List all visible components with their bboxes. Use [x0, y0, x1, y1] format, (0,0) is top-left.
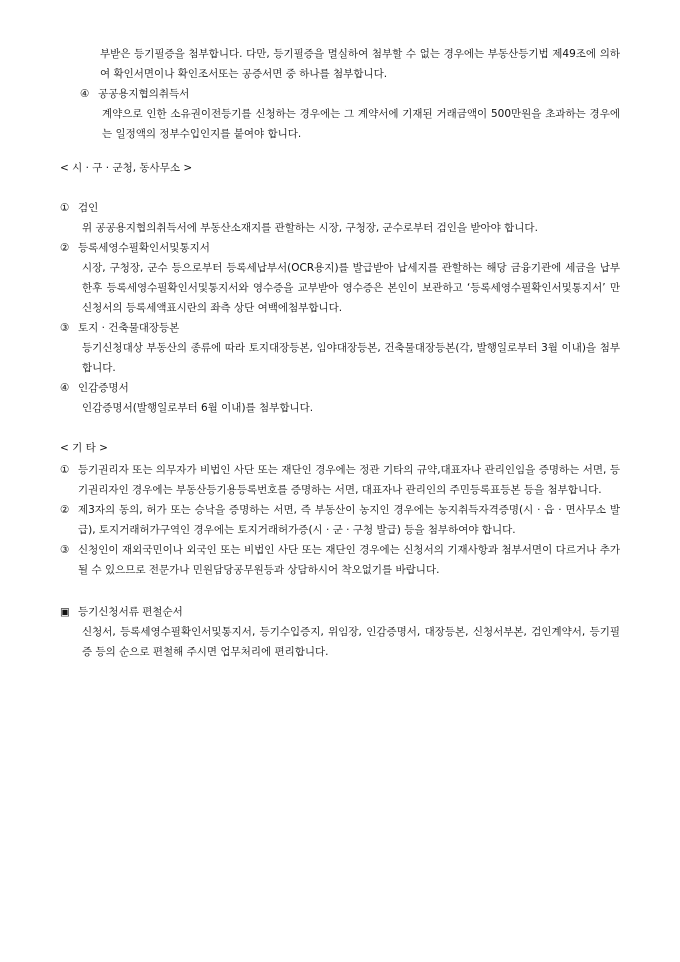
office-item-body: 인감증명서(발행일로부터 6월 이내)를 첨부합니다. [82, 402, 314, 414]
item-number: ② [60, 242, 70, 254]
filing-order-heading [60, 602, 620, 622]
office-item-body: 등기신청대상 부동산의 종류에 따라 토지대장등본, 임야대장등본, 건축물대장등본(각, 발행일로부터 3월 이내)을 첨부합니다. [82, 342, 620, 374]
office-item-1 [60, 198, 620, 238]
item-title: 검인 [78, 202, 99, 214]
office-item-body: 위 공공용지협의취득서에 부동산소재지를 관할하는 시장, 구청장, 군수로부터 검인을 받아야 합니다. [82, 222, 538, 234]
office-item-2 [60, 238, 620, 318]
office-item-heading [60, 378, 620, 398]
top-item-4-heading [80, 84, 620, 104]
office-section-heading: < 시 · 구 · 군청, 동사무소 > [60, 162, 193, 174]
item-number: ① [60, 464, 70, 476]
item-text: 제3자의 동의, 허가 또는 승낙을 증명하는 서면, 즉 부동산이 농지인 경우에는 농지취득자격증명(시 · 읍 · 면사무소 발급), 토지거래허가구역인 경우에는 토지거래허가증(시 · 군 · 구청 발급) 등을 첨부하여야 합니다. [78, 504, 620, 536]
item-text: 등기권리자 또는 의무자가 비법인 사단 또는 재단인 경우에는 정관 기타의 규약,대표자나 관리인임을 증명하는 서면, 등기권리자인 경우에는 부동산등기용등록번호를 증명하는 서면, 대표자나 관리인의 주민등록표등본 등을 첨부합니다. [78, 464, 620, 496]
other-item-1 [60, 460, 620, 500]
other-item-3 [60, 540, 620, 580]
item-text: 신청인이 재외국민이나 외국인 또는 비법인 사단 또는 재단인 경우에는 신청서의 기재사항과 첨부서면이 다르거나 추가될 수 있으므로 전문가나 민원담당공무원등과 상담하시어 착오없기를 바랍니다. [78, 544, 620, 576]
filing-order-title: 등기신청서류 편철순서 [78, 606, 183, 618]
item-number: ① [60, 202, 70, 214]
item-number: ③ [60, 322, 70, 334]
office-item-heading [60, 318, 620, 338]
item-title: 등록세영수필확인서및통지서 [78, 242, 210, 254]
top-item-4-body: 계약으로 인한 소유권이전등기를 신청하는 경우에는 그 계약서에 기재된 거래금액이 500만원을 초과하는 경우에는 일정액의 정부수입인지를 붙여야 합니다. [102, 108, 620, 140]
item-title: 토지 · 건축물대장등본 [78, 322, 180, 334]
item-number: ③ [60, 544, 70, 556]
other-item-2 [60, 500, 620, 540]
office-item-4 [60, 378, 620, 418]
top-continuation-paragraph: 부받은 등기필증을 첨부합니다. 다만, 등기필증을 멸실하여 첨부할 수 없는 경우에는 부동산등기법 제49조에 의하여 확인서면이나 확인조서또는 공증서면 중 하나를 첨부합니다. [100, 48, 620, 80]
item-number: ④ [80, 88, 90, 100]
office-item-3 [60, 318, 620, 378]
office-item-body: 시장, 구청장, 군수 등으로부터 등록세납부서(OCR용지)를 발급받아 납세지를 관할하는 해당 금융기관에 세금을 납부한후 등록세영수필확인서및통지서와 영수증을 교부받아 영수증은 본인이 보관하고 ‘등록세영수필확인서및통지서’ 만 신청서의 등록세액표시란의 좌측 상단 여백에첨부합니다. [82, 262, 620, 314]
item-title: 공공용지협의취득서 [98, 88, 190, 100]
office-item-heading [60, 238, 620, 258]
item-number: ④ [60, 382, 70, 394]
item-number: ② [60, 504, 70, 516]
square-bullet-icon: ▣ [60, 606, 70, 618]
office-item-heading [60, 198, 620, 218]
item-title: 인감증명서 [78, 382, 129, 394]
other-section-heading: < 기 타 > [60, 442, 108, 454]
filing-order-body: 신청서, 등록세영수필확인서및통지서, 등기수입증지, 위임장, 인감증명서, 대장등본, 신청서부본, 검인계약서, 등기필증 등의 순으로 편철해 주시면 업무처리에 편리합니다. [82, 626, 620, 658]
top-item-4 [60, 84, 620, 144]
